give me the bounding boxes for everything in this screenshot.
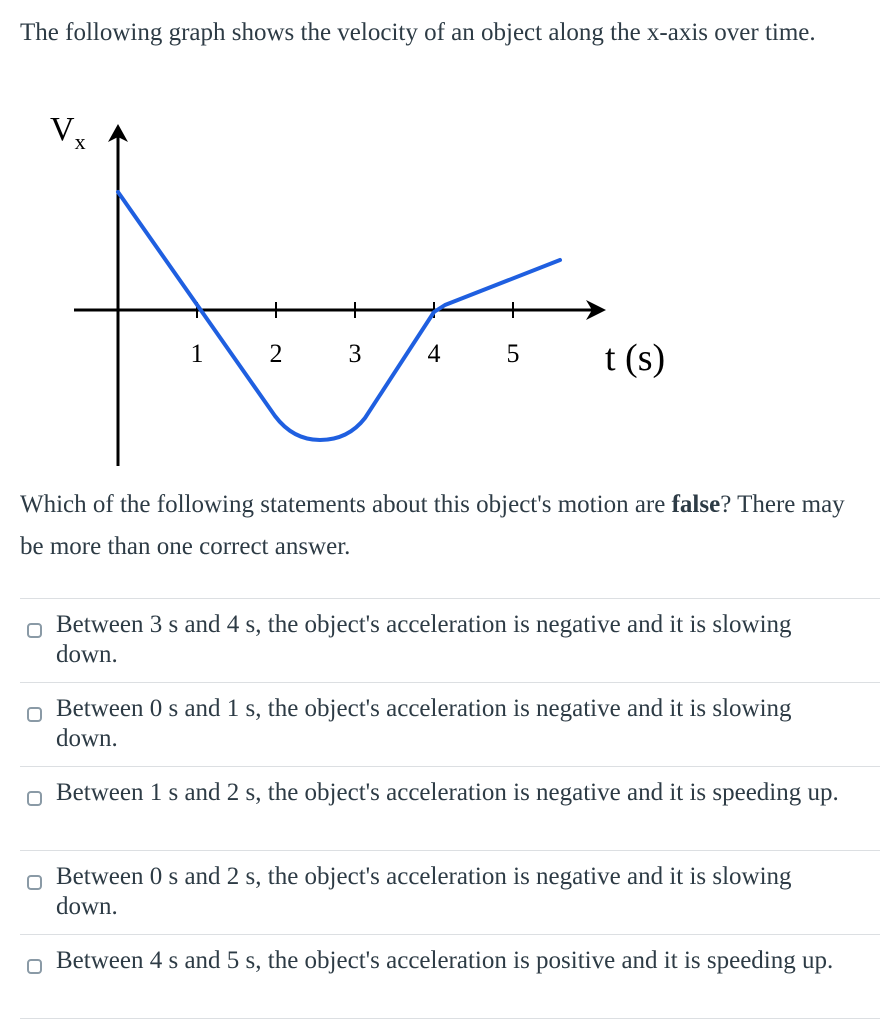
velocity-curve xyxy=(118,192,560,440)
answer-list xyxy=(20,598,880,1019)
x-tick-label-2: 2 xyxy=(269,339,283,368)
answer-option-1[interactable] xyxy=(20,599,880,683)
answer-label-5[interactable]: Between 4 s and 5 s, the object's acceleration is positive and it is speeding up. xyxy=(56,947,834,974)
answer-checkbox-3[interactable] xyxy=(27,791,42,806)
intro-text: The following graph shows the velocity of an object along the x-axis over time. xyxy=(20,19,816,46)
answer-option-2[interactable] xyxy=(20,683,880,767)
answer-checkbox-1[interactable] xyxy=(27,623,42,638)
answer-label-3[interactable]: Between 1 s and 2 s, the object's acceleration is negative and it is speeding up. xyxy=(56,779,839,806)
answer-option-4[interactable] xyxy=(20,851,880,935)
velocity-graph xyxy=(40,100,720,480)
x-tick-label-3: 3 xyxy=(348,339,362,368)
answer-option-3[interactable] xyxy=(20,767,880,851)
answer-checkbox-4[interactable] xyxy=(27,875,42,890)
x-tick-label-5: 5 xyxy=(506,339,520,368)
answer-label-4[interactable]: Between 0 s and 2 s, the object's acceleration is negative and it is slowing down. xyxy=(56,863,792,920)
x-tick-label-4: 4 xyxy=(427,339,441,368)
answer-checkbox-5[interactable] xyxy=(27,959,42,974)
question-emphasis: false xyxy=(671,491,721,518)
question-text: Which of the following statements about this object's motion are false? There may be more than one correct answer. xyxy=(20,491,845,560)
x-tick-label-1: 1 xyxy=(190,339,204,368)
y-axis-label: Vx xyxy=(50,111,86,154)
answer-option-5[interactable] xyxy=(20,935,880,1019)
answer-label-2[interactable]: Between 0 s and 1 s, the object's acceleration is negative and it is slowing down. xyxy=(56,695,792,752)
x-axis-label: t (s) xyxy=(605,337,666,379)
answer-label-1[interactable]: Between 3 s and 4 s, the object's acceleration is negative and it is slowing down. xyxy=(56,611,792,668)
answer-checkbox-2[interactable] xyxy=(27,707,42,722)
